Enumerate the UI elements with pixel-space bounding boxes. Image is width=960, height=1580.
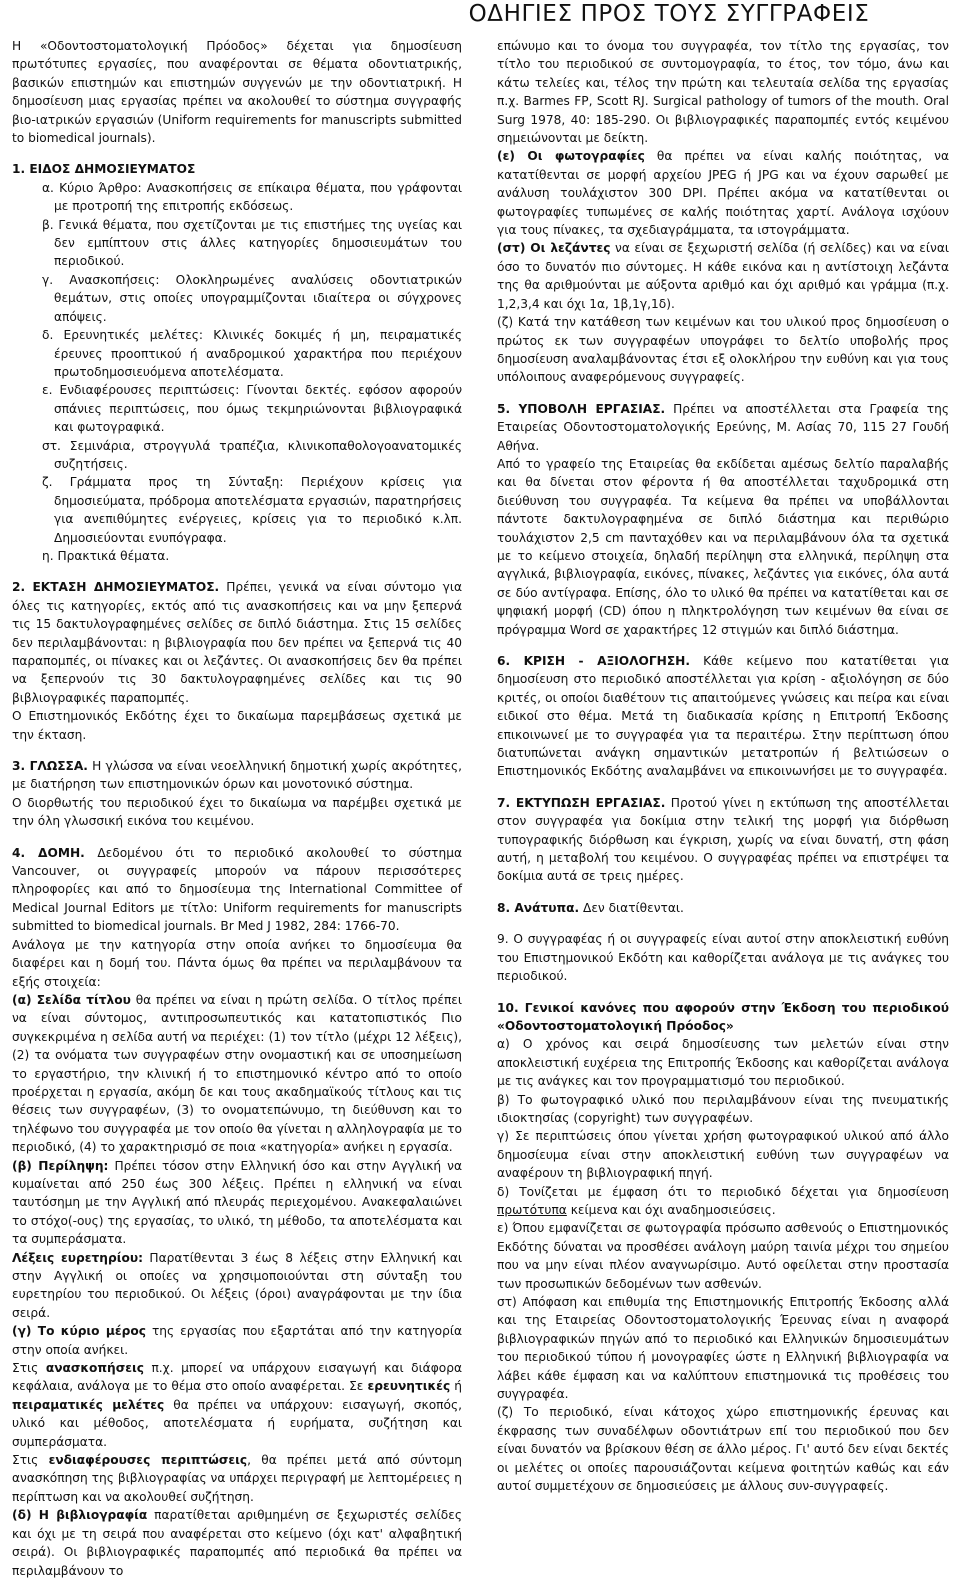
rule-b: β) Το φωτογραφικό υλικό που περιλαμβάνουν είναι της πνευματικής ιδιοκτησίας (copyright) των συγγραφέων. — [497, 1092, 949, 1125]
category-c: γ. Ανασκοπήσεις: Ολοκληρωμένες αναλύσεις οδοντιατρικών θεμάτων, στις οποίες υπογραμμίζονται ιδιαίτερα οι σύγχρονες απόψεις. — [42, 272, 462, 324]
category-a: α. Κύριο Άρθρο: Ανασκοπήσεις σε επίκαιρα θέματα, που γράφονται με προτροπή της επιτροπής εκδόσεως. — [42, 180, 462, 214]
rule-d: δ) Τονίζεται με έμφαση ότι το περιοδικό δέχεται για δημοσίευση πρωτότυπα κείμενα και όχι αναδημοσιεύσεις. — [497, 1184, 949, 1217]
section-4-structure: Ανάλογα με την κατηγορία στην οποία ανήκει το δημοσίευμα θα διαφέρει και η δομή του. Πάντα όμως θα πρέπει να περιλαμβάνουν τα εξής στοιχεία: — [12, 937, 462, 989]
section-2-note: Ο Επιστημονικός Εκδότης έχει το δικαίωμα παρεμβάσεως σχετικά με την έκταση. — [12, 709, 462, 742]
section-2-heading: 2. ΕΚΤΑΣΗ ΔΗΜΟΣΙΕΥΜΑΤΟΣ. — [12, 580, 220, 595]
photos-paragraph: (ε) Οι φωτογραφίες θα πρέπει να είναι καλής ποιότητας, να κατατίθενται σε μορφή αρχείου JPEG ή JPG και να έχουν σαρωθεί με ανάλυση τουλάχιστον 300 DPI. Πρέπει ακόμα να κατατίθενται οι φωτογραφίες τυπωμένες σε καλής ποιότητας χαρτί. Ανάλογα ισχύουν για τους πίνακες, τα σχεδιαγράμματα, τα ιστογράμματα. — [497, 149, 949, 238]
page-title: ΟΔΗΓΙΕΣ ΠΡΟΣ ΤΟΥΣ ΣΥΓΓΡΑΦΕΙΣ — [468, 1, 870, 27]
captions-paragraph: (στ) Οι λεζάντες να είναι σε ξεχωριστή σελίδα (ή σελίδες) και να είναι όσο το δυνατόν πιο σύντομες. Η κάθε εικόνα και η αντίστοιχη λεζάντα της θα αριθμούνται με αύξοντα αριθμό και όχι αριθμό και γράμμα (π.χ. 1,2,3,4 και όχι 1α, 1β,1γ,1δ). — [497, 241, 949, 311]
right-column — [497, 37, 949, 1495]
section-8-heading: 8. Ανάτυπα. — [497, 900, 580, 915]
bibliography-continued: επώνυμο και το όνομα του συγγραφέα, τον τίτλο της εργασίας, τον τίτλο του περιοδικού σε συντομογραφία, το έτος, τον τόμο, άνω και κάτω τελείες και, τέλος την πρώτη και τελευταία σελίδα της εργασίας π.χ. Barmes FP, Scott RJ. Surgical pathology of tumors of the mouth. Oral Surg 1978, 40: 185-290. Οι βιβλιογραφικές παραπομπές εντός κειμένου σημειώνονται με δείκτη. — [497, 39, 949, 146]
section-5-paragraph: 5. ΥΠΟΒΟΛΗ ΕΡΓΑΣΙΑΣ. Πρέπει να αποστέλλεται στα Γραφεία της Εταιρείας Οδοντοστοματολογικής Ερεύνης, Μ. Ασίας 70, 115 27 Γουδή Αθήνα. — [497, 401, 950, 453]
section-10-heading: 10. Γενικοί κανόνες που αφορούν στην Έκδοση του περιοδικού «Οδοντοστοματολογική Πρόοδος» — [497, 1000, 949, 1033]
main-body-paragraph: (γ) Το κύριο μέρος της εργασίας που εξαρτάται από την κατηγορία στην οποία ανήκει. — [12, 1324, 463, 1357]
page-header — [378, 0, 960, 28]
section-4-paragraph: 4. ΔΟΜΗ. Δεδομένου ότι το περιοδικό ακολουθεί το σύστημα Vancouver, οι συγγραφείς μπορούν να πάρουν περισσότερες πληροφορίες και από το δημοσίευμα της International Committee of Medical Journal Editors με τίτλο: Uniform requirements for manuscripts submitted to biomedical journals. Br Med J 1982, 284: 1766-70. — [12, 845, 463, 934]
reviews-paragraph: Στις ανασκοπήσεις π.χ. μπορεί να υπάρχουν εισαγωγή και διάφορα κεφάλαια, ανάλογα με το θέμα στο οποίο αναφέρεται. Σε ερευνητικές ή πειραματικές μελέτες θα πρέπει να υπάρχουν: εισαγωγή, σκοπός, υλικό και μέθοδος, αποτελέσματα ή ευρήματα, συζήτηση και συμπεράσματα. — [12, 1361, 462, 1449]
section-4-heading: 4. ΔΟΜΗ. — [12, 845, 85, 860]
abstract-paragraph: (β) Περίληψη: Πρέπει τόσον στην Ελληνική όσο και στην Αγγλική να κυμαίνεται από 250 έως 300 λέξεις. Πρέπει η ελληνική να είναι ταυτόσημη με την Αγγλική από πλευράς περιεχομένου. Ανακεφαλαιώνει το στόχο(-ους) της εργασίας, το υλικό, τη μέθοδο, τα αποτελέσματα και τα συμπεράσματα. — [12, 1158, 462, 1247]
category-e: ε. Ενδιαφέρουσες περιπτώσεις: Γίνονται δεκτές. εφόσον αφορούν σπάνιες περιπτώσεις, που όμως τεκμηριώνονται βιβλιογραφικά και φωτογραφικά. — [42, 383, 462, 435]
bibliography-paragraph: (δ) Η βιβλιογραφία παρατίθεται αριθμημένη σε ξεχωριστές σελίδες και όχι με τη σειρά που αναφέρεται στο κείμενο (όχι κατ' αλφαβητική σειρά). Οι βιβλιογραφικές παραπομπές από περιοδικά θα πρέπει να περιλαμβάνουν το — [12, 1508, 462, 1578]
section-8-paragraph: 8. Ανάτυπα. Δεν διατίθενται. — [497, 900, 684, 915]
category-st: στ. Σεμινάρια, στρογγυλά τραπέζια, κλινικοπαθολογοανατομικές συζητήσεις. — [42, 438, 462, 471]
rule-e: ε) Όπου εμφανίζεται σε φωτογραφία πρόσωπο ασθενούς ο Επιστημονικός Εκδότης δύναται να προσθέσει ανάλογη μαύρη ταινία μέχρι του σημείου που να μην είναι πλέον αναγνωρίσιμο. Αυτό οφείλεται στην προστασία των προσωπικών δεδομένων των ασθενών. — [497, 1221, 949, 1291]
category-z: ζ. Γράμματα προς τη Σύνταξη: Περιέχουν κρίσεις για δημοσιεύματα, πρόδρομα αποτελέσματα εργασιών, παρατηρήσεις για ανεπιθύμητες ενέργειες, κρίσεις για το περιοδικό κ.λπ. Δημοσιεύονται ενυπόγραφα. — [42, 475, 462, 545]
section-2-paragraph: 2. ΕΚΤΑΣΗ ΔΗΜΟΣΙΕΥΜΑΤΟΣ. Πρέπει, γενικά να είναι σύντομο για όλες τις κατηγορίες, εκτός από τις ανασκοπήσεις και να μην ξεπερνά τις 15 δακτυλογραφημένες σελίδες σε διπλό διάστημα. Στις 15 σελίδες δεν περιλαμβάνονται: η βιβλιογραφία που δεν πρέπει να ξεπερνά τις 40 παραπομπές, οι πίνακες και οι λεζάντες. Οι ανασκοπήσεις δεν θα πρέπει να ξεπερνούν τις 30 δακτυλογραφημένες σελίδες και τις 90 βιβλιογραφικές παραπομπές. — [12, 580, 462, 705]
section-3-note: Ο διορθωτής του περιοδικού έχει το δικαίωμα να παρέμβει σχετικά με την όλη γλωσσική εικόνα του κειμένου. — [12, 795, 462, 829]
section-5-details: Από το γραφείο της Εταιρείας θα εκδίδεται αμέσως δελτίο παραλαβής και θα δίνεται στον φέροντα ή θα αποστέλλεται ταχυδρομικά στη διεύθυνση του συγγραφέα. Τα κείμενα θα πρέπει να υποβάλλονται πάντοτε δακτυλογραφημένα σε διπλό διάστημα και περιθώριο τουλάχιστον 2,5 cm πανταχόθεν και να περιλαμβάνουν όλα τα σχετικά με το κείμενο στοιχεία, δηλαδή περίληψη στα ελληνικά, περίληψη στα αγγλικά, βιβλιογραφία, εικόνες, πίνακες, λεζάντες για εικόνες, όλα αυτά σε δύο αντίγραφα. Επίσης, όλο το υλικό θα πρέπει να κατατίθεται και σε ψηφιακή μορφή (CD) όπου η πληκτρολόγηση των κειμένων θα είναι σε πρόγραμμα Word σε χαρακτήρες 12 στιγμών και διπλό διάστημα. — [497, 456, 949, 637]
rule-st: στ) Απόφαση και επιθυμία της Επιστημονικής Επιτροπής Έκδοσης αλλά και της Εταιρείας Οδοντοστοματολογικής Έρευνας είναι η αναφορά βιβλιογραφικών πηγών από το περιοδικό και Ελληνικών δημοσιευμάτων του περιοδικού τύπου ή μονογραφίες ώστε η Ελληνική βιβλιογραφία να λάβει κάθε έμφαση και να καλύπτουν επιστημονικά τις προθέσεις του συγγραφέα. — [497, 1295, 949, 1402]
case-reports-paragraph: Στις ενδιαφέρουσες περιπτώσεις, θα πρέπει μετά από σύντομη ανασκόπηση της βιβλιογραφίας να υπάρχει περιγραφή με λεπτομέρειες η περίπτωση και να ακολουθεί συζήτηση. — [12, 1453, 462, 1504]
title-page-paragraph: (α) Σελίδα τίτλου θα πρέπει να είναι η πρώτη σελίδα. Ο τίτλος πρέπει να είναι σύντομος, αντιπροσωπευτικός και κατατοπιστικός Πιο συγκεκριμένα η σελίδα αυτή να περιέχει: (1) τον τίτλο (μέχρι 12 λέξεις), (2) τα ονόματα των συγγραφέων στην ονομαστική και σε υποσημείωση το εργαστήριο, την κλινική ή το επιστημονικό κέντρο από το οποίο προέρχεται η εργασία, ακόμη δε και τους ακαδημαϊκούς τίτλους και τις θέσεις των συγγραφέων, (3) το ονοματεπώνυμο, τη διεύθυνση και το τηλέφωνο του συγγραφέα με τον οποίο θα γίνεται η αλληλογραφία με το περιοδικό, (4) το χαρακτηρισμό σε ποια «κατηγορία» ανήκει η εργασία. — [12, 992, 462, 1155]
rule-c: γ) Σε περιπτώσεις όπου γίνεται χρήση φωτογραφικού υλικού από άλλο δημοσίευμα είναι στην αποκλειστική ευθύνη των συγγραφέων να αναφέρουν τη βιβλιογραφική πηγή. — [497, 1129, 949, 1181]
category-h: η. Πρακτικά θέματα. — [42, 548, 170, 563]
section-3-heading: 3. ΓΛΩΣΣΑ. — [12, 759, 88, 774]
section-6-heading: 6. ΚΡΙΣΗ - ΑΞΙΟΛΟΓΗΣΗ. — [497, 654, 691, 668]
category-d: δ. Ερευνητικές μελέτες: Κλινικές δοκιμές ή μη, πειραματικές έρευνες προοπτικού ή αναδρομικού χαρακτήρα που περιέχουν πρωτοδημοσιευόμενα αποτελέσματα. — [42, 328, 462, 379]
section-3-paragraph: 3. ΓΛΩΣΣΑ. Η γλώσσα να είναι νεοελληνική δημοτική χωρίς ακρότητες, με διατήρηση των επιστημονικών όρων και μονοτονικό σύστημα. — [12, 759, 463, 792]
section-5-heading: 5. ΥΠΟΒΟΛΗ ΕΡΓΑΣΙΑΣ. — [497, 401, 666, 416]
section-7-paragraph: 7. ΕΚΤΥΠΩΣΗ ΕΡΓΑΣΙΑΣ. Προτού γίνει η εκτύπωση της αποστέλλεται στον συγγραφέα για δοκίμια στην τελική της μορφή για διόρθωση τυπογραφικής διόρθωση και έγκριση, χωρίς να είναι δυνατή, στη φάση αυτή, η μεταβολή του κειμένου. Ο συγγραφέας πρέπει να επιστρέψει τα δοκίμια αυτά σε τρεις ημέρες. — [497, 795, 949, 884]
submission-form-paragraph: (ζ) Κατά την κατάθεση των κειμένων και του υλικού προς δημοσίευση ο πρώτος εκ των συγγραφέων υπογράφει το δελτίο υποβολής προς δημοσίευση αναλαμβάνοντας έτσι εξ ολοκλήρου την ευθύνη και για τους υπόλοιπους αναφερόμενους συγγραφείς. — [497, 315, 949, 385]
rule-z: (ζ) Το περιοδικό, είναι κάτοχος χώρο επιστημονικής έρευνας και έκφρασης των συναδέλφων οδοντιάτρων επί του περιοδικού που δεν είναι δυνατόν να βρίσκουν θέση σε άλλο μέρος. Γι' αυτό δεν είναι δεκτές οι μελέτες οι οποίες παρουσιάζονται κείμενα φοιτητών καθώς και εάν αυτοί συμμετέχουν σε δημοσιεύσεις με άλλους συν-συγγραφείς. — [497, 1405, 949, 1494]
section-6-paragraph: 6. ΚΡΙΣΗ - ΑΞΙΟΛΟΓΗΣΗ. Κάθε κείμενο που κατατίθεται για δημοσίευση στο περιοδικό αποστέλλεται για κρίση - αξιολόγηση σε δύο κριτές, οι οποίοι διαθέτουν τις απαιτούμενες γνώσεις και πείρα και είναι ειδικοί στο θέμα. Μετά τη διαδικασία κρίσης η Επιτροπή Έκδοσης επικοινωνεί με το συγγραφέα για τα περαιτέρω. Στην περίπτωση όπου διατυπώνεται ανάγκη σημαντικών μετατροπών ή βελτιώσεων ο Επιστημονικός Εκδότης αναλαμβάνει να επικοινωνήσει με το συγγραφέα. — [497, 654, 949, 779]
left-column — [12, 37, 462, 1580]
keywords-paragraph: Λέξεις ευρετηρίου: Παρατίθενται 3 έως 8 λέξεις στην Ελληνική και στην Αγγλική οι οποίες να χρησιμοποιούνται στη σύνταξη του ευρετηρίου του περιοδικού. Οι λέξεις (όροι) αναγράφονται με την ίδια σειρά. — [12, 1250, 462, 1320]
rule-a: α) Ο χρόνος και σειρά δημοσίευσης των μελετών είναι στην αποκλειστική ευχέρεια της Επιτροπής Έκδοσης και καθορίζεται ανάλογα με τις ανάγκες και τον προγραμματισμό του περιοδικού. — [497, 1037, 949, 1089]
intro-paragraph: Η «Οδοντοστοματολογική Πρόοδος» δέχεται για δημοσίευση πρωτότυπες εργασίες, που αναφέρονται σε θέματα οδοντιατρικής, βασικών επιστημών και επιστημών συγγενών με την οδοντιατρική. Η δημοσίευση μιας εργασίας πρέπει να ακολουθεί το σύστημα συγγραφής βιο-ιατρικών εργασιών (Uniform requirements for manuscripts submitted to biomedical journals). — [12, 39, 462, 146]
section-1-heading: 1. ΕΙΔΟΣ ΔΗΜΟΣΙΕΥΜΑΤΟΣ — [12, 162, 196, 177]
section-7-heading: 7. ΕΚΤΥΠΩΣΗ ΕΡΓΑΣΙΑΣ. — [497, 795, 666, 810]
category-b: β. Γενικά θέματα, που σχετίζονται με τις επιστήμες της υγείας και δεν εμπίπτουν στις άλλες κατηγορίες δημοσιευμάτων του περιοδικού. — [42, 217, 462, 269]
section-9-paragraph: 9. Ο συγγραφέας ή οι συγγραφείς είναι αυτοί στην αποκλειστική ευθύνη του Επιστημονικού Εκδότη και καθορίζεται ανάλογα με τις ανάγκες του περιοδικού. — [497, 932, 949, 984]
